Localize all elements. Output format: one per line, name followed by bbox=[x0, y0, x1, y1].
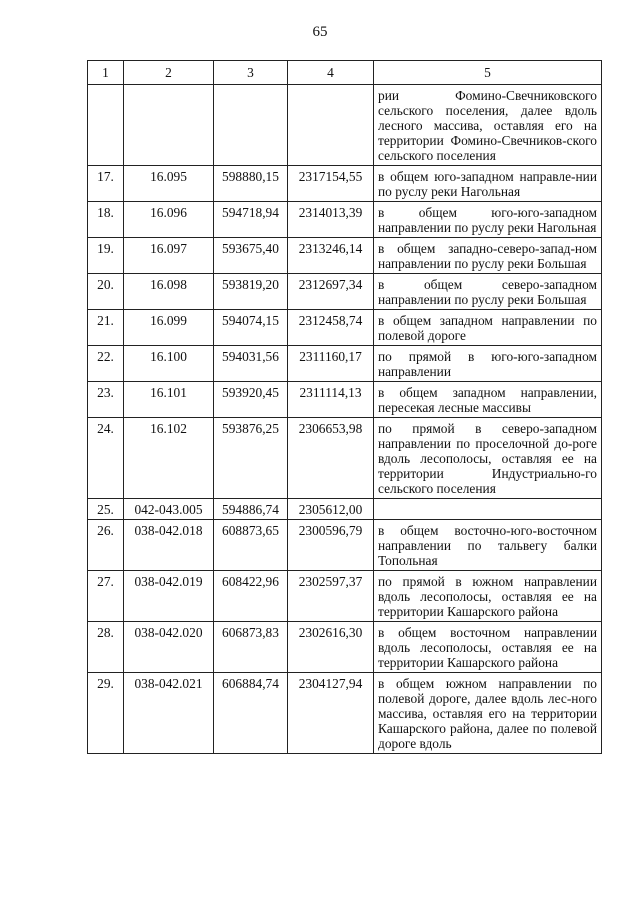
x-coordinate-cell: 594074,15 bbox=[214, 310, 288, 346]
x-coordinate-cell: 606873,83 bbox=[214, 622, 288, 673]
y-coordinate-cell: 2302597,37 bbox=[288, 571, 374, 622]
header-cell-2: 2 bbox=[124, 61, 214, 85]
y-coordinate-cell: 2305612,00 bbox=[288, 499, 374, 520]
point-id-cell: 16.098 bbox=[124, 274, 214, 310]
row-number-cell: 17. bbox=[88, 166, 124, 202]
row-number-cell: 24. bbox=[88, 418, 124, 499]
table-row bbox=[88, 85, 602, 166]
x-coordinate-cell: 608422,96 bbox=[214, 571, 288, 622]
description-cell: в общем северо-западном направлении по руслу реки Большая bbox=[374, 274, 602, 310]
row-number-cell: 28. bbox=[88, 622, 124, 673]
point-id-cell: 16.100 bbox=[124, 346, 214, 382]
point-id-cell: 038-042.018 bbox=[124, 520, 214, 571]
y-coordinate-cell: 2306653,98 bbox=[288, 418, 374, 499]
y-coordinate-cell: 2311114,13 bbox=[288, 382, 374, 418]
y-coordinate-cell: 2317154,55 bbox=[288, 166, 374, 202]
y-coordinate-cell: 2312697,34 bbox=[288, 274, 374, 310]
point-id-cell: 038-042.021 bbox=[124, 673, 214, 754]
x-coordinate-cell: 594031,56 bbox=[214, 346, 288, 382]
description-cell: в общем южном направлении по полевой дороге, далее вдоль лес-ного массива, оставляя его на территории Кашарского района, далее по полевой дороге вдоль bbox=[374, 673, 602, 754]
y-coordinate-cell: 2314013,39 bbox=[288, 202, 374, 238]
row-number-cell: 19. bbox=[88, 238, 124, 274]
description-cell: по прямой в юго-юго-западном направлении bbox=[374, 346, 602, 382]
x-coordinate-cell: 594886,74 bbox=[214, 499, 288, 520]
boundary-table bbox=[87, 60, 602, 754]
description-cell: по прямой в южном направлении вдоль лесополосы, оставляя ее на территории Кашарского района bbox=[374, 571, 602, 622]
point-id-cell: 16.099 bbox=[124, 310, 214, 346]
point-id-cell: 042-043.005 bbox=[124, 499, 214, 520]
table-row bbox=[88, 622, 602, 673]
header-cell-1: 1 bbox=[88, 61, 124, 85]
table-row bbox=[88, 571, 602, 622]
x-coordinate-cell: 606884,74 bbox=[214, 673, 288, 754]
description-cell: в общем западном направлении по полевой дороге bbox=[374, 310, 602, 346]
table-row bbox=[88, 166, 602, 202]
x-coordinate-cell: 593819,20 bbox=[214, 274, 288, 310]
point-id-cell: 038-042.020 bbox=[124, 622, 214, 673]
table-row bbox=[88, 418, 602, 499]
header-cell-4: 4 bbox=[288, 61, 374, 85]
y-coordinate-cell: 2313246,14 bbox=[288, 238, 374, 274]
table-row bbox=[88, 202, 602, 238]
x-coordinate-cell: 594718,94 bbox=[214, 202, 288, 238]
row-number-cell: 22. bbox=[88, 346, 124, 382]
description-cell: в общем западном направлении, пересекая лесные массивы bbox=[374, 382, 602, 418]
x-coordinate-cell: 598880,15 bbox=[214, 166, 288, 202]
point-id-cell bbox=[124, 85, 214, 166]
table-row bbox=[88, 346, 602, 382]
point-id-cell: 16.097 bbox=[124, 238, 214, 274]
table-row bbox=[88, 310, 602, 346]
y-coordinate-cell: 2312458,74 bbox=[288, 310, 374, 346]
table-row bbox=[88, 499, 602, 520]
row-number-cell bbox=[88, 85, 124, 166]
point-id-cell: 038-042.019 bbox=[124, 571, 214, 622]
description-cell: в общем западно-северо-запад-ном направлении по руслу реки Большая bbox=[374, 238, 602, 274]
point-id-cell: 16.095 bbox=[124, 166, 214, 202]
description-cell: по прямой в северо-западном направлении по проселочной до-роге вдоль лесополосы, оставляя ее на территории Индустриально-го сельского поселения bbox=[374, 418, 602, 499]
table-row bbox=[88, 274, 602, 310]
table-row bbox=[88, 382, 602, 418]
table-header-row bbox=[88, 61, 602, 85]
row-number-cell: 23. bbox=[88, 382, 124, 418]
x-coordinate-cell: 608873,65 bbox=[214, 520, 288, 571]
x-coordinate-cell: 593675,40 bbox=[214, 238, 288, 274]
x-coordinate-cell: 593876,25 bbox=[214, 418, 288, 499]
description-cell: в общем юго-западном направле-нии по руслу реки Нагольная bbox=[374, 166, 602, 202]
row-number-cell: 29. bbox=[88, 673, 124, 754]
y-coordinate-cell: 2311160,17 bbox=[288, 346, 374, 382]
y-coordinate-cell: 2302616,30 bbox=[288, 622, 374, 673]
table-row bbox=[88, 238, 602, 274]
y-coordinate-cell: 2304127,94 bbox=[288, 673, 374, 754]
description-cell bbox=[374, 499, 602, 520]
row-number-cell: 20. bbox=[88, 274, 124, 310]
point-id-cell: 16.096 bbox=[124, 202, 214, 238]
description-cell: в общем восточном направлении вдоль лесополосы, оставляя ее на территории Кашарского района bbox=[374, 622, 602, 673]
row-number-cell: 21. bbox=[88, 310, 124, 346]
header-cell-3: 3 bbox=[214, 61, 288, 85]
point-id-cell: 16.101 bbox=[124, 382, 214, 418]
y-coordinate-cell bbox=[288, 85, 374, 166]
x-coordinate-cell: 593920,45 bbox=[214, 382, 288, 418]
row-number-cell: 25. bbox=[88, 499, 124, 520]
description-cell: в общем юго-юго-западном направлении по руслу реки Нагольная bbox=[374, 202, 602, 238]
description-cell: в общем восточно-юго-восточном направлении по тальвегу балки Топольная bbox=[374, 520, 602, 571]
point-id-cell: 16.102 bbox=[124, 418, 214, 499]
y-coordinate-cell: 2300596,79 bbox=[288, 520, 374, 571]
header-cell-5: 5 bbox=[374, 61, 602, 85]
page-number: 65 bbox=[312, 24, 328, 40]
x-coordinate-cell bbox=[214, 85, 288, 166]
table-row bbox=[88, 520, 602, 571]
row-number-cell: 27. bbox=[88, 571, 124, 622]
table-row bbox=[88, 673, 602, 754]
description-cell: рии Фомино-Свечниковского сельского поселения, далее вдоль лесного массива, оставляя его на территории Фомино-Свечников-ского сельского поселения bbox=[374, 85, 602, 166]
row-number-cell: 18. bbox=[88, 202, 124, 238]
row-number-cell: 26. bbox=[88, 520, 124, 571]
